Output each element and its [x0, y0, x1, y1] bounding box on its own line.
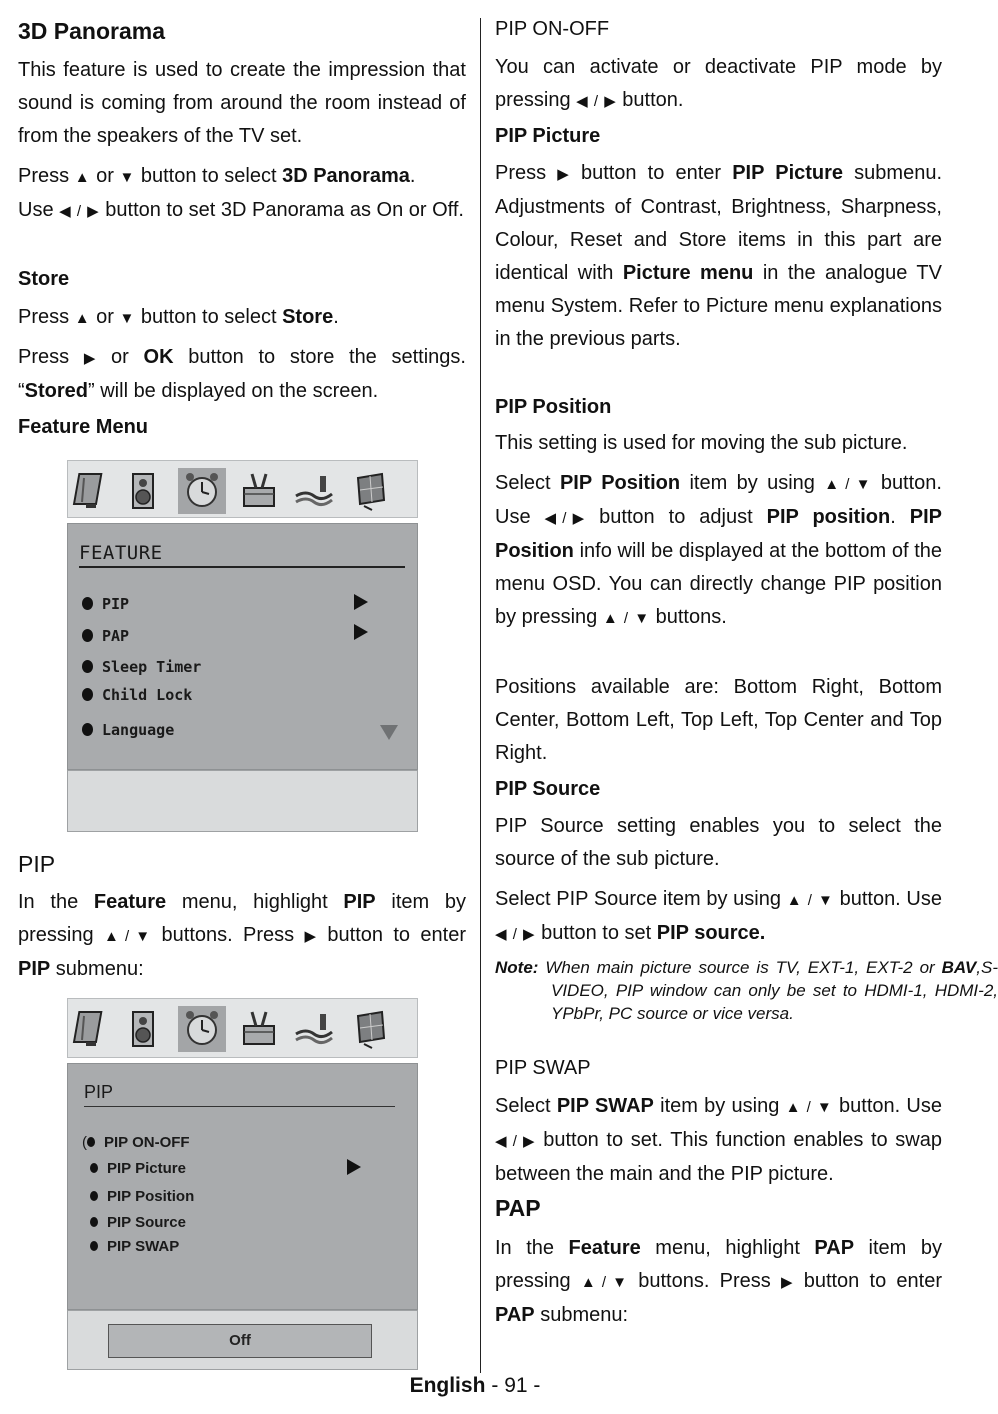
up-down-arrow-icon: ▲ / ▼ [103, 928, 152, 945]
pap-instructions: In the Feature menu, highlight PAP item by pressing ▲ / ▼ buttons. Press ▶ button to enter PAP submenu: [495, 1237, 942, 1326]
bullet-icon [82, 629, 93, 642]
cable-icon [292, 470, 334, 512]
menu-item-pip-on-off[interactable]: ( PIP ON-OFF [82, 1134, 190, 1151]
up-down-arrow-icon: ▲ / ▼ [785, 1099, 833, 1116]
up-down-arrow-icon: ▲ / ▼ [580, 1274, 629, 1291]
right-arrow-icon: ▶ [304, 928, 318, 945]
menu-icon-bar [67, 998, 418, 1058]
menu-item-pip-swap[interactable]: PIP SWAP [90, 1238, 179, 1255]
submenu-arrow-icon [354, 624, 368, 640]
left-right-arrow-icon: ◀ / ▶ [576, 93, 617, 110]
right-arrow-icon: ▶ [557, 166, 570, 183]
feature-menu-panel [67, 523, 418, 770]
tv-picture-icon [72, 1008, 114, 1050]
speaker-icon [122, 470, 164, 512]
section-title-pip-on-off: PIP ON-OFF [495, 18, 610, 40]
section-title-pip-position: PIP Position [495, 396, 612, 418]
footer-language: English [409, 1374, 486, 1397]
speaker-icon [122, 1008, 164, 1050]
page-footer [0, 1374, 950, 1398]
right-arrow-icon: ▶ [83, 350, 97, 367]
submenu-arrow-icon [347, 1159, 361, 1175]
feature-menu-title: FEATURE [79, 542, 163, 564]
cable-icon [292, 1008, 334, 1050]
title-underline [79, 566, 405, 568]
pip-picture-text: Press ▶ button to enter PIP Picture submenu. Adjustments of Contrast, Brightness, Sharpness, Colour, Reset and Store items in this part are identical with Picture menu in the analogue TV menu System. Refer to Picture menu explanations in the previous parts. [495, 157, 942, 356]
section-title-feature-menu: Feature Menu [18, 416, 149, 438]
submenu-arrow-icon [354, 594, 368, 610]
feature-menu-screenshot [67, 460, 418, 832]
bullet-icon [82, 660, 93, 673]
pip-value-box[interactable]: Off [108, 1324, 372, 1358]
section-title-pap: PAP [495, 1195, 541, 1221]
pip-menu-panel [67, 1063, 418, 1310]
up-down-arrow-icon: ▲ / ▼ [602, 610, 651, 627]
pip-menu-title: PIP [84, 1082, 114, 1102]
left-right-arrow-icon: ◀ / ▶ [59, 203, 100, 220]
satellite-icon [350, 470, 392, 512]
bullet-icon [90, 1163, 98, 1173]
menu-info-bar [67, 1310, 418, 1370]
store-select-instruction: Press ▲ or ▼ button to select Store. [18, 301, 466, 335]
menu-item-child-lock[interactable]: Child Lock [82, 686, 192, 704]
menu-item-pip[interactable]: PIP [82, 595, 129, 613]
menu-info-bar [67, 770, 418, 832]
menu-icon-bar [67, 460, 418, 518]
column-divider [480, 18, 481, 1373]
bullet-icon [90, 1191, 98, 1201]
section-title-pip-picture: PIP Picture [495, 125, 601, 147]
pip-positions-list: Positions available are: Bottom Right, Bottom Center, Bottom Left, Top Left, Top Center and Top Right. [495, 676, 942, 764]
bullet-icon [90, 1217, 98, 1227]
pip-position-intro: This setting is used for moving the sub picture. [495, 432, 908, 454]
up-arrow-icon: ▲ [74, 169, 91, 186]
left-right-arrow-icon: ◀ / ▶ [495, 1133, 536, 1150]
bullet-icon [82, 597, 93, 610]
pip-source-intro: PIP Source setting enables you to select the source of the sub picture. [495, 815, 942, 870]
pip-instructions: In the Feature menu, highlight PIP item by pressing ▲ / ▼ buttons. Press ▶ button to enter PIP submenu: [18, 891, 466, 980]
down-arrow-icon: ▼ [119, 169, 136, 186]
scroll-down-icon[interactable] [380, 725, 398, 740]
page-number: - 91 - [491, 1374, 541, 1397]
section-title-pip-source: PIP Source [495, 778, 601, 800]
bullet-icon [82, 723, 93, 736]
pip-source-text: Select PIP Source item by using ▲ / ▼ button. Use ◀ / ▶ button to set PIP source. [495, 883, 942, 951]
left-right-arrow-icon: ◀ / ▶ [544, 510, 586, 527]
menu-item-pip-source[interactable]: PIP Source [90, 1214, 186, 1231]
panorama-description: This feature is used to create the impression that sound is coming from around the room instead of from the speakers of the TV set. [18, 59, 466, 147]
section-title-3d-panorama: 3D Panorama [18, 18, 166, 44]
toolbox-icon [238, 470, 280, 512]
clock-icon [178, 1006, 226, 1052]
menu-item-sleep-timer[interactable]: Sleep Timer [82, 658, 201, 676]
clock-icon [178, 468, 226, 514]
bullet-icon [87, 1137, 95, 1147]
pip-position-text: Select PIP Position item by using ▲ / ▼ button. Use ◀ / ▶ button to adjust PIP position. PIP Position info will be displayed at the bottom of the menu OSD. You can directly change PIP position by pressing ▲ / ▼ buttons. [495, 467, 942, 635]
bullet-icon [82, 688, 93, 701]
down-arrow-icon: ▼ [119, 310, 136, 327]
tv-picture-icon [72, 470, 114, 512]
pip-on-off-text: You can activate or deactivate PIP mode by pressing ◀ / ▶ button. [495, 51, 942, 118]
title-underline [84, 1106, 395, 1107]
pip-menu-screenshot [67, 998, 418, 1370]
menu-item-pap[interactable]: PAP [82, 627, 129, 645]
up-arrow-icon: ▲ [74, 310, 91, 327]
menu-item-language[interactable]: Language [82, 721, 174, 739]
section-title-store: Store [18, 268, 70, 290]
pip-swap-text: Select PIP SWAP item by using ▲ / ▼ button. Use ◀ / ▶ button to set. This function enables to swap between the main and the PIP picture. [495, 1090, 942, 1191]
store-ok-instruction: Press ▶ or OK button to store the settings. “Stored” will be displayed on the screen. [18, 341, 466, 408]
section-title-pip: PIP [18, 851, 56, 877]
left-right-arrow-icon: ◀ / ▶ [495, 926, 536, 943]
bullet-icon [90, 1241, 98, 1251]
section-title-pip-swap: PIP SWAP [495, 1057, 591, 1079]
up-down-arrow-icon: ▲ / ▼ [786, 892, 834, 909]
right-arrow-icon: ▶ [780, 1274, 794, 1291]
menu-item-pip-picture[interactable]: PIP Picture [90, 1160, 186, 1177]
menu-item-pip-position[interactable]: PIP Position [90, 1188, 194, 1205]
up-down-arrow-icon: ▲ / ▼ [824, 476, 872, 493]
satellite-icon [350, 1008, 392, 1050]
panorama-instructions: Press ▲ or ▼ button to select 3D Panorama. Use ◀ / ▶ button to set 3D Panorama as On or Off. [18, 160, 466, 228]
pip-source-note: Note: When main picture source is TV, EXT-1, EXT-2 or BAV,S-VIDEO, PIP window can only be set to HDMI-1, HDMI-2, YPbPr, PC source or vice versa. [495, 958, 998, 1023]
toolbox-icon [238, 1008, 280, 1050]
